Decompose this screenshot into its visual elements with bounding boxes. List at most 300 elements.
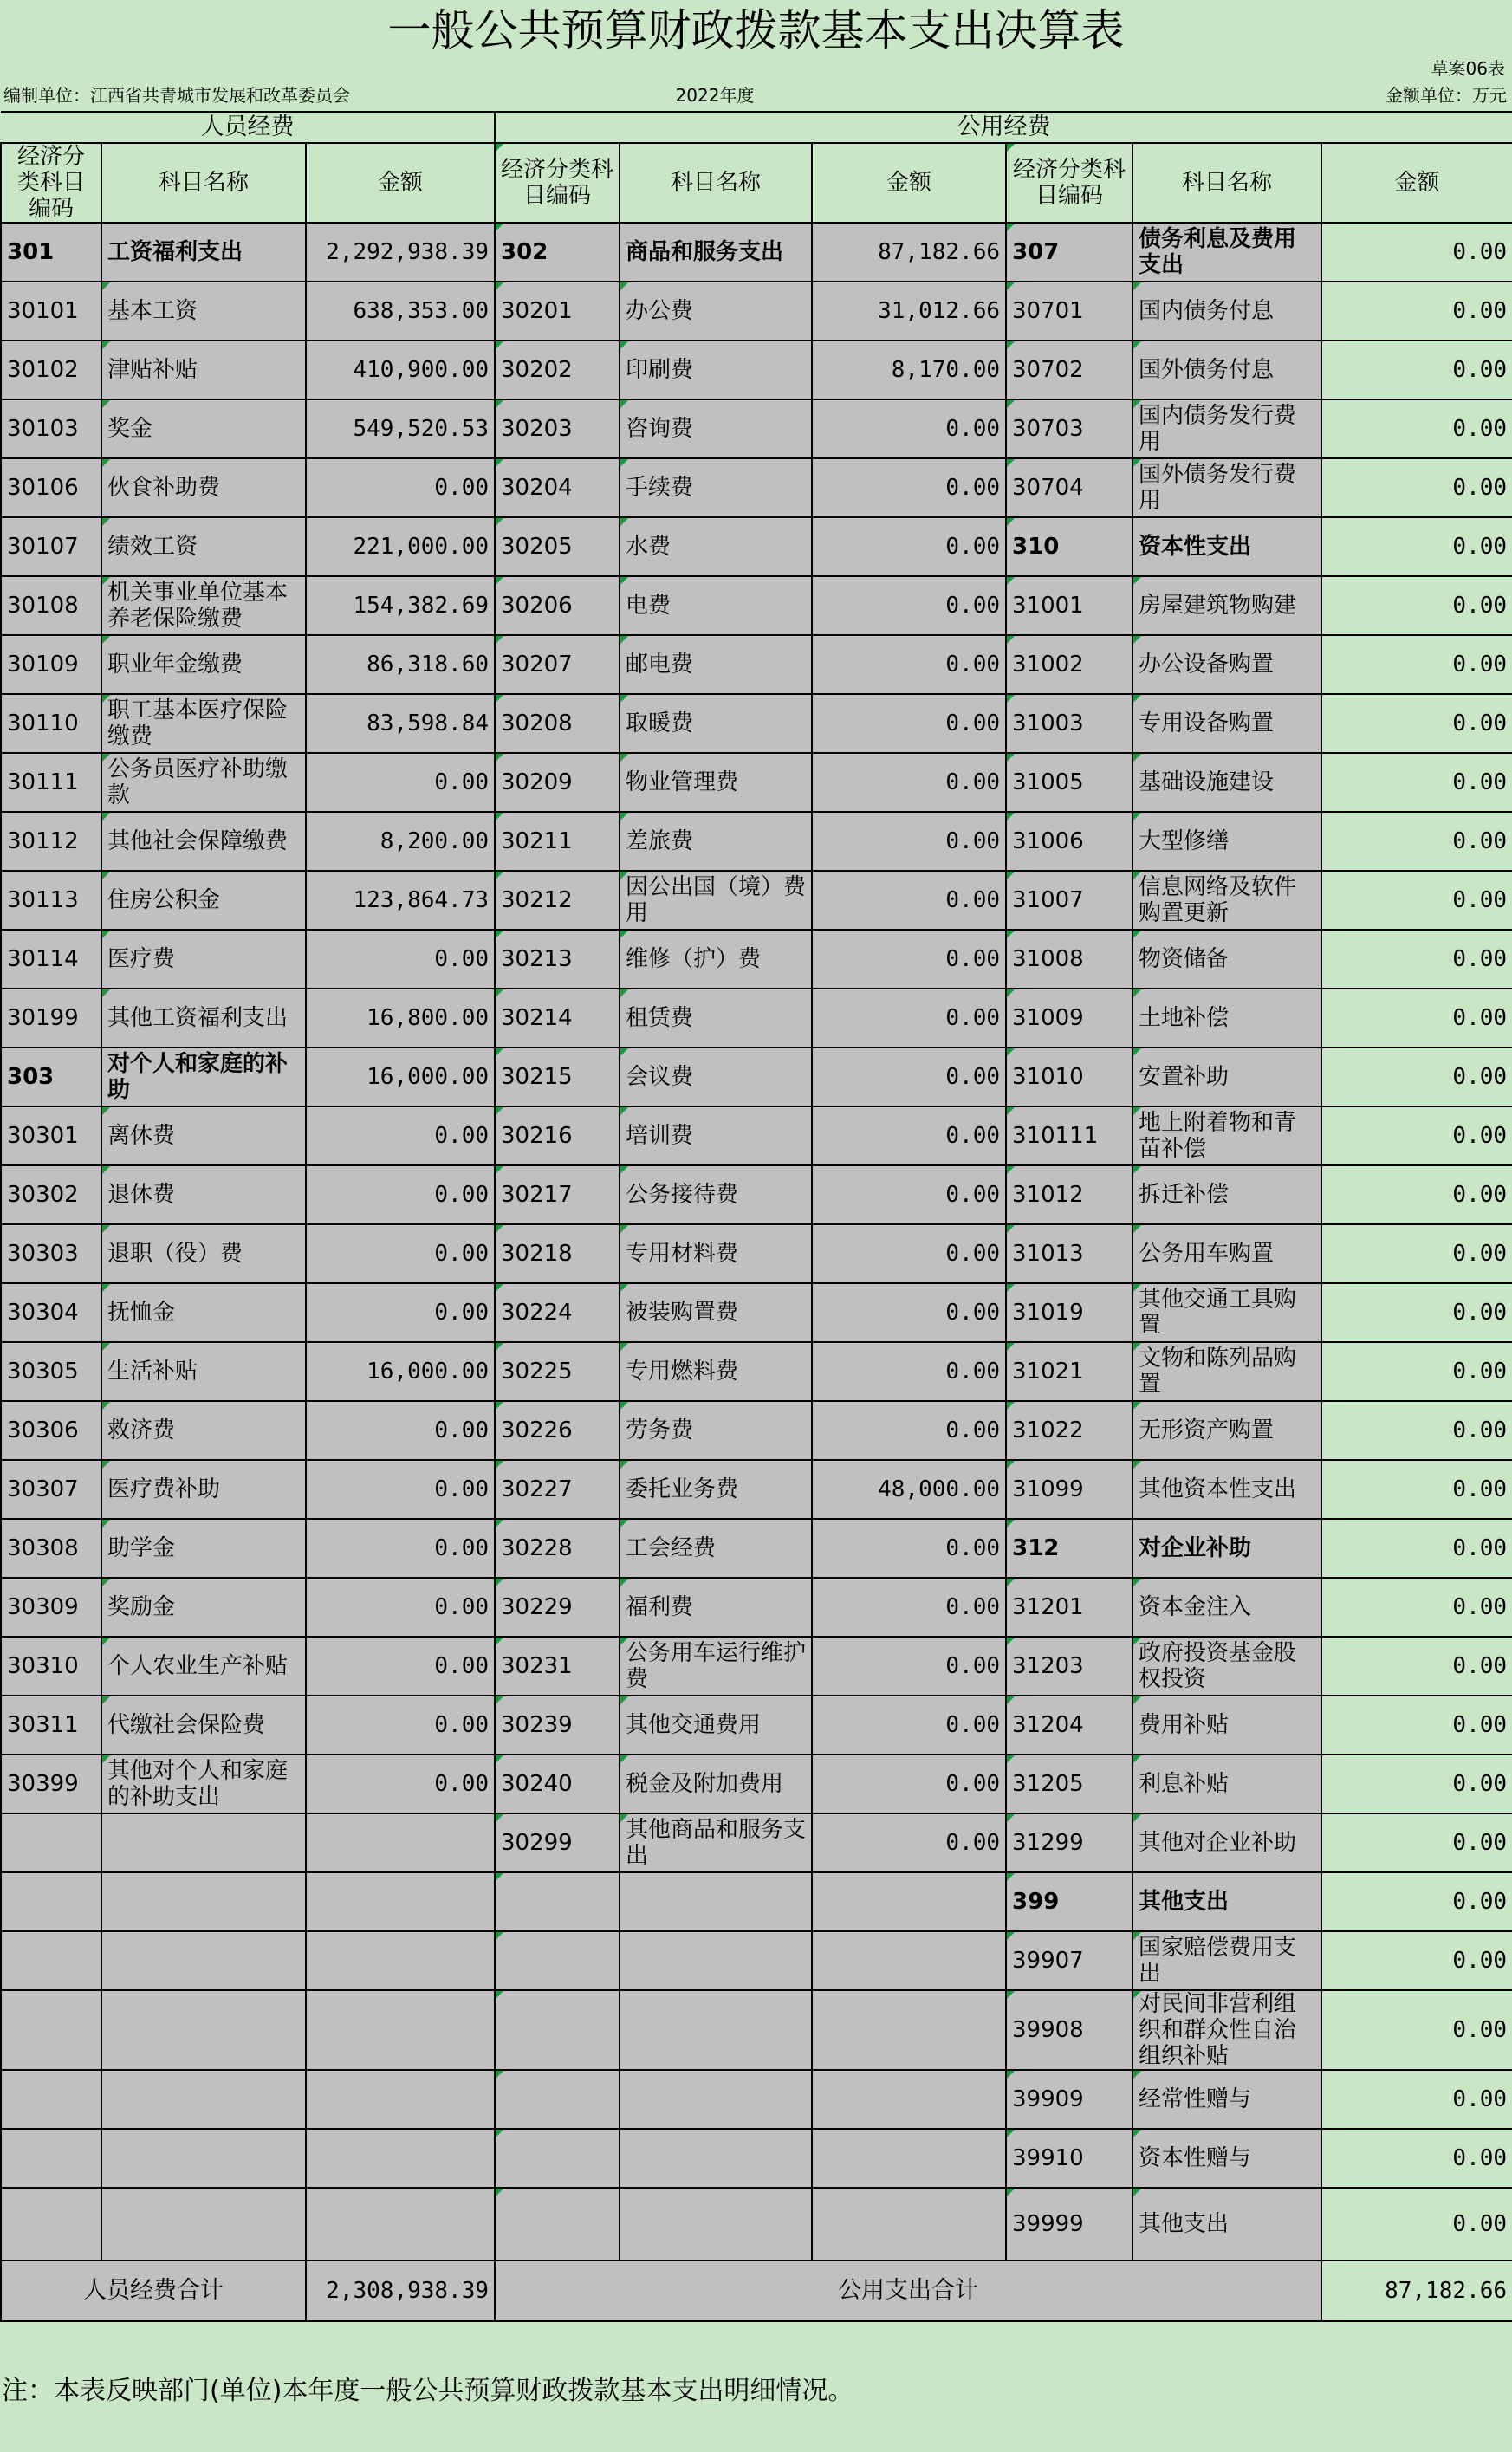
cell-name: 税金及附加费用 — [620, 1755, 812, 1813]
cell-name: 其他对企业补助 — [1132, 1813, 1321, 1872]
cell-amount: 0.00 — [1321, 1519, 1512, 1578]
cell-name — [101, 1931, 306, 1990]
group-personnel: 人员经费 — [1, 112, 495, 143]
header-name: 科目名称 — [1132, 143, 1321, 223]
footnote: 注：本表反映部门(单位)本年度一般公共预算财政拨款基本支出明细情况。 — [2, 2376, 854, 2406]
table-row — [1, 1578, 1512, 1637]
cell-code: 31001 — [1006, 576, 1132, 635]
cell-code — [1, 1990, 101, 2070]
cell-code: 30702 — [1006, 341, 1132, 399]
table-row — [1, 576, 1512, 635]
cell-name: 差旅费 — [620, 812, 812, 871]
cell-amount: 0.00 — [812, 1637, 1006, 1696]
cell-name: 国内债务发行费用 — [1132, 399, 1321, 458]
cell-name: 其他支出 — [1132, 2188, 1321, 2261]
cell-amount: 0.00 — [812, 1165, 1006, 1224]
table-row — [1, 930, 1512, 989]
table-row — [1, 1696, 1512, 1755]
cell-name: 大型修缮 — [1132, 812, 1321, 871]
cell-amount — [306, 1872, 495, 1931]
cell-amount: 638,353.00 — [306, 282, 495, 341]
group-public: 公用经费 — [495, 112, 1512, 143]
table-row — [1, 1931, 1512, 1990]
cell-code: 30309 — [1, 1578, 101, 1637]
cell-name: 离休费 — [101, 1106, 306, 1165]
cell-code: 30226 — [495, 1401, 620, 1460]
cell-code: 30213 — [495, 930, 620, 989]
cell-amount: 0.00 — [812, 1755, 1006, 1813]
cell-code: 31022 — [1006, 1401, 1132, 1460]
table-row — [1, 517, 1512, 576]
cell-code: 30305 — [1, 1342, 101, 1401]
cell-amount: 0.00 — [1321, 1460, 1512, 1519]
fiscal-year: 2022年度 — [675, 85, 755, 106]
cell-code: 30212 — [495, 871, 620, 930]
header-amount: 金额 — [306, 143, 495, 223]
cell-name — [101, 1813, 306, 1872]
cell-amount: 0.00 — [1321, 1106, 1512, 1165]
cell-name: 办公费 — [620, 282, 812, 341]
cell-code: 30207 — [495, 635, 620, 694]
cell-name: 资本金注入 — [1132, 1578, 1321, 1637]
cell-name: 住房公积金 — [101, 871, 306, 930]
cell-name — [101, 2129, 306, 2188]
table-row — [1, 2129, 1512, 2188]
page-title: 一般公共预算财政拨款基本支出决算表 — [387, 5, 1125, 55]
cell-code: 31204 — [1006, 1696, 1132, 1755]
cell-code: 30307 — [1, 1460, 101, 1519]
cell-amount: 0.00 — [306, 1165, 495, 1224]
cell-amount: 0.00 — [306, 458, 495, 517]
cell-amount: 2,292,938.39 — [306, 223, 495, 282]
cell-code: 31205 — [1006, 1755, 1132, 1813]
cell-name: 国家赔偿费用支出 — [1132, 1931, 1321, 1990]
cell-amount: 0.00 — [812, 1224, 1006, 1283]
cell-name: 工会经费 — [620, 1519, 812, 1578]
cell-name: 培训费 — [620, 1106, 812, 1165]
cell-code — [495, 2129, 620, 2188]
header-code: 经济分类科目编码 — [495, 143, 620, 223]
cell-name: 电费 — [620, 576, 812, 635]
cell-code: 30299 — [495, 1813, 620, 1872]
cell-name: 物资储备 — [1132, 930, 1321, 989]
cell-code — [1, 1931, 101, 1990]
cell-name: 无形资产购置 — [1132, 1401, 1321, 1460]
cell-code: 31099 — [1006, 1460, 1132, 1519]
cell-code: 31299 — [1006, 1813, 1132, 1872]
cell-name: 公务用车购置 — [1132, 1224, 1321, 1283]
cell-code — [495, 1931, 620, 1990]
table-row — [1, 2188, 1512, 2261]
cell-amount — [812, 1872, 1006, 1931]
cell-code: 30201 — [495, 282, 620, 341]
cell-amount: 0.00 — [1321, 1342, 1512, 1401]
cell-amount: 0.00 — [812, 753, 1006, 812]
cell-name: 取暖费 — [620, 694, 812, 753]
cell-name — [620, 1990, 812, 2070]
table-row — [1, 989, 1512, 1048]
table-row — [1, 1755, 1512, 1813]
cell-name: 其他对个人和家庭的补助支出 — [101, 1755, 306, 1813]
cell-amount: 0.00 — [306, 1755, 495, 1813]
cell-amount: 0.00 — [812, 1696, 1006, 1755]
cell-name: 退休费 — [101, 1165, 306, 1224]
table-row — [1, 1224, 1512, 1283]
cell-name: 委托业务费 — [620, 1460, 812, 1519]
cell-amount: 0.00 — [1321, 2188, 1512, 2261]
cell-code: 39907 — [1006, 1931, 1132, 1990]
cell-name: 信息网络及软件购置更新 — [1132, 871, 1321, 930]
cell-amount: 0.00 — [1321, 1637, 1512, 1696]
cell-name: 医疗费 — [101, 930, 306, 989]
cell-name: 基本工资 — [101, 282, 306, 341]
cell-amount: 8,170.00 — [812, 341, 1006, 399]
cell-code: 303 — [1, 1048, 101, 1106]
cell-name: 地上附着物和青苗补偿 — [1132, 1106, 1321, 1165]
table-row — [1, 753, 1512, 812]
cell-name: 政府投资基金股权投资 — [1132, 1637, 1321, 1696]
cell-name: 费用补贴 — [1132, 1696, 1321, 1755]
cell-code: 30231 — [495, 1637, 620, 1696]
cell-amount: 0.00 — [812, 576, 1006, 635]
compiling-unit: 编制单位：江西省共青城市发展和改革委员会 — [3, 85, 350, 106]
table-row — [1, 399, 1512, 458]
cell-amount: 0.00 — [812, 812, 1006, 871]
cell-name: 邮电费 — [620, 635, 812, 694]
table-row — [1, 812, 1512, 871]
cell-amount: 0.00 — [1321, 989, 1512, 1048]
cell-name: 对个人和家庭的补助 — [101, 1048, 306, 1106]
header-amount: 金额 — [1321, 143, 1512, 223]
cell-code: 31002 — [1006, 635, 1132, 694]
cell-code: 30108 — [1, 576, 101, 635]
cell-amount — [306, 1990, 495, 2070]
cell-amount: 0.00 — [812, 871, 1006, 930]
cell-code: 30703 — [1006, 399, 1132, 458]
table-row — [1, 341, 1512, 399]
table-row — [1, 282, 1512, 341]
cell-amount: 0.00 — [306, 930, 495, 989]
cell-code: 30228 — [495, 1519, 620, 1578]
cell-name: 其他资本性支出 — [1132, 1460, 1321, 1519]
cell-amount: 0.00 — [1321, 1990, 1512, 2070]
cell-code: 312 — [1006, 1519, 1132, 1578]
cell-amount: 0.00 — [1321, 1813, 1512, 1872]
cell-code: 307 — [1006, 223, 1132, 282]
cell-amount: 0.00 — [1321, 1048, 1512, 1106]
cell-name: 咨询费 — [620, 399, 812, 458]
cell-name: 资本性赠与 — [1132, 2129, 1321, 2188]
cell-code: 30218 — [495, 1224, 620, 1283]
cell-code: 30701 — [1006, 282, 1132, 341]
cell-code — [495, 2070, 620, 2129]
cell-name: 经常性赠与 — [1132, 2070, 1321, 2129]
cell-amount: 0.00 — [306, 1283, 495, 1342]
cell-amount: 0.00 — [812, 399, 1006, 458]
cell-amount: 86,318.60 — [306, 635, 495, 694]
money-unit: 金额单位：万元 — [1385, 85, 1507, 106]
cell-code: 310111 — [1006, 1106, 1132, 1165]
cell-amount: 221,000.00 — [306, 517, 495, 576]
cell-code: 30107 — [1, 517, 101, 576]
cell-name: 其他工资福利支出 — [101, 989, 306, 1048]
cell-name: 专用燃料费 — [620, 1342, 812, 1401]
cell-name: 租赁费 — [620, 989, 812, 1048]
cell-amount: 410,900.00 — [306, 341, 495, 399]
cell-name: 其他商品和服务支出 — [620, 1813, 812, 1872]
cell-code: 30199 — [1, 989, 101, 1048]
cell-amount: 31,012.66 — [812, 282, 1006, 341]
cell-code — [1, 2188, 101, 2261]
cell-code: 31006 — [1006, 812, 1132, 871]
cell-code: 30112 — [1, 812, 101, 871]
cell-amount: 0.00 — [1321, 282, 1512, 341]
cell-amount: 83,598.84 — [306, 694, 495, 753]
cell-code: 30113 — [1, 871, 101, 930]
cell-amount: 549,520.53 — [306, 399, 495, 458]
cell-amount: 0.00 — [1321, 341, 1512, 399]
cell-amount: 87,182.66 — [812, 223, 1006, 282]
cell-code: 30239 — [495, 1696, 620, 1755]
cell-code: 30114 — [1, 930, 101, 989]
cell-name: 医疗费补助 — [101, 1460, 306, 1519]
cell-name: 绩效工资 — [101, 517, 306, 576]
cell-name: 维修（护）费 — [620, 930, 812, 989]
cell-code: 30311 — [1, 1696, 101, 1755]
cell-code: 31203 — [1006, 1637, 1132, 1696]
cell-code: 39908 — [1006, 1990, 1132, 2070]
cell-amount: 0.00 — [812, 458, 1006, 517]
cell-amount: 0.00 — [1321, 1283, 1512, 1342]
cell-amount: 0.00 — [1321, 1401, 1512, 1460]
cell-name: 福利费 — [620, 1578, 812, 1637]
public-total-label: 公用支出合计 — [495, 2261, 1321, 2321]
table-row — [1, 2070, 1512, 2129]
cell-code: 30101 — [1, 282, 101, 341]
cell-amount: 0.00 — [1321, 812, 1512, 871]
cell-name: 利息补贴 — [1132, 1755, 1321, 1813]
cell-code: 30217 — [495, 1165, 620, 1224]
cell-code: 31021 — [1006, 1342, 1132, 1401]
cell-name: 印刷费 — [620, 341, 812, 399]
cell-name: 被装购置费 — [620, 1283, 812, 1342]
cell-amount: 0.00 — [1321, 1931, 1512, 1990]
cell-amount: 0.00 — [812, 635, 1006, 694]
cell-amount — [306, 2070, 495, 2129]
cell-name: 代缴社会保险费 — [101, 1696, 306, 1755]
header-code: 经济分类科目编码 — [1006, 143, 1132, 223]
table-row — [1, 635, 1512, 694]
cell-amount: 123,864.73 — [306, 871, 495, 930]
cell-name: 个人农业生产补贴 — [101, 1637, 306, 1696]
cell-amount: 0.00 — [306, 1637, 495, 1696]
cell-amount: 0.00 — [1321, 399, 1512, 458]
cell-name: 文物和陈列品购置 — [1132, 1342, 1321, 1401]
cell-code: 30110 — [1, 694, 101, 753]
cell-name: 专用材料费 — [620, 1224, 812, 1283]
cell-amount: 0.00 — [1321, 1872, 1512, 1931]
cell-name: 因公出国（境）费用 — [620, 871, 812, 930]
cell-code: 30208 — [495, 694, 620, 753]
cell-amount: 0.00 — [812, 1519, 1006, 1578]
column-header-row — [1, 143, 1512, 223]
cell-name: 专用设备购置 — [1132, 694, 1321, 753]
table-row — [1, 458, 1512, 517]
table-row — [1, 1106, 1512, 1165]
cell-amount: 0.00 — [1321, 223, 1512, 282]
cell-amount: 0.00 — [1321, 635, 1512, 694]
header-name: 科目名称 — [101, 143, 306, 223]
cell-code: 30202 — [495, 341, 620, 399]
cell-code: 31010 — [1006, 1048, 1132, 1106]
cell-code: 30227 — [495, 1460, 620, 1519]
cell-code: 399 — [1006, 1872, 1132, 1931]
cell-code: 30301 — [1, 1106, 101, 1165]
cell-amount — [306, 2129, 495, 2188]
cell-code: 30704 — [1006, 458, 1132, 517]
cell-code — [1, 2129, 101, 2188]
cell-amount — [812, 2129, 1006, 2188]
cell-code: 30215 — [495, 1048, 620, 1106]
cell-code — [495, 1872, 620, 1931]
cell-code: 30103 — [1, 399, 101, 458]
cell-code: 30240 — [495, 1755, 620, 1813]
expenditure-table — [0, 111, 1512, 2322]
cell-code — [495, 2188, 620, 2261]
cell-name: 其他交通工具购置 — [1132, 1283, 1321, 1342]
cell-amount: 8,200.00 — [306, 812, 495, 871]
table-row — [1, 1872, 1512, 1931]
cell-amount: 0.00 — [306, 753, 495, 812]
cell-code: 301 — [1, 223, 101, 282]
cell-code: 31007 — [1006, 871, 1132, 930]
cell-name: 其他支出 — [1132, 1872, 1321, 1931]
table-row — [1, 694, 1512, 753]
totals-row — [1, 2261, 1512, 2321]
cell-amount: 0.00 — [1321, 2070, 1512, 2129]
cell-amount: 0.00 — [812, 989, 1006, 1048]
cell-code: 39909 — [1006, 2070, 1132, 2129]
public-total-amount: 87,182.66 — [1321, 2261, 1512, 2321]
cell-amount: 0.00 — [1321, 2129, 1512, 2188]
cell-amount: 0.00 — [306, 1460, 495, 1519]
cell-code: 31008 — [1006, 930, 1132, 989]
cell-code: 30306 — [1, 1401, 101, 1460]
cell-amount: 0.00 — [306, 1578, 495, 1637]
cell-amount: 0.00 — [812, 694, 1006, 753]
cell-name — [620, 1931, 812, 1990]
cell-amount: 0.00 — [1321, 1224, 1512, 1283]
cell-amount: 0.00 — [812, 1813, 1006, 1872]
cell-amount — [812, 1931, 1006, 1990]
cell-name: 公务用车运行维护费 — [620, 1637, 812, 1696]
cell-amount: 0.00 — [306, 1519, 495, 1578]
cell-amount: 0.00 — [812, 1283, 1006, 1342]
cell-code: 30225 — [495, 1342, 620, 1401]
cell-name: 公务员医疗补助缴款 — [101, 753, 306, 812]
cell-amount: 0.00 — [1321, 1578, 1512, 1637]
cell-code: 31201 — [1006, 1578, 1132, 1637]
table-row — [1, 1460, 1512, 1519]
cell-amount — [306, 1813, 495, 1872]
cell-name: 生活补贴 — [101, 1342, 306, 1401]
cell-name: 物业管理费 — [620, 753, 812, 812]
table-row — [1, 223, 1512, 282]
cell-name: 工资福利支出 — [101, 223, 306, 282]
cell-code — [1, 1813, 101, 1872]
cell-code: 30229 — [495, 1578, 620, 1637]
info-line — [0, 81, 1512, 109]
cell-code: 39910 — [1006, 2129, 1132, 2188]
personnel-total-label: 人员经费合计 — [1, 2261, 306, 2321]
table-row — [1, 1342, 1512, 1401]
cell-code: 30204 — [495, 458, 620, 517]
cell-code: 302 — [495, 223, 620, 282]
cell-amount: 16,800.00 — [306, 989, 495, 1048]
cell-name: 土地补偿 — [1132, 989, 1321, 1048]
cell-amount: 0.00 — [812, 930, 1006, 989]
cell-name — [620, 2129, 812, 2188]
cell-code: 30211 — [495, 812, 620, 871]
table-row — [1, 1519, 1512, 1578]
cell-name: 抚恤金 — [101, 1283, 306, 1342]
cell-code: 30304 — [1, 1283, 101, 1342]
cell-name: 商品和服务支出 — [620, 223, 812, 282]
cell-code: 30203 — [495, 399, 620, 458]
cell-amount — [812, 2070, 1006, 2129]
cell-name: 公务接待费 — [620, 1165, 812, 1224]
header-code: 经济分类科目编码 — [1, 143, 101, 223]
cell-name — [620, 2070, 812, 2129]
cell-name — [101, 1990, 306, 2070]
cell-name: 水费 — [620, 517, 812, 576]
cell-amount: 0.00 — [306, 1401, 495, 1460]
cell-name — [620, 2188, 812, 2261]
cell-amount: 48,000.00 — [812, 1460, 1006, 1519]
cell-name: 助学金 — [101, 1519, 306, 1578]
cell-code: 39999 — [1006, 2188, 1132, 2261]
cell-name: 奖金 — [101, 399, 306, 458]
cell-code: 31013 — [1006, 1224, 1132, 1283]
cell-name: 职业年金缴费 — [101, 635, 306, 694]
cell-name: 手续费 — [620, 458, 812, 517]
cell-amount: 0.00 — [812, 517, 1006, 576]
cell-amount — [306, 1931, 495, 1990]
cell-amount — [306, 2188, 495, 2261]
header-name: 科目名称 — [620, 143, 812, 223]
cell-name: 其他社会保障缴费 — [101, 812, 306, 871]
cell-name: 对企业补助 — [1132, 1519, 1321, 1578]
personnel-total-amount: 2,308,938.39 — [306, 2261, 495, 2321]
table-row — [1, 1990, 1512, 2070]
table-row — [1, 1813, 1512, 1872]
cell-code: 30102 — [1, 341, 101, 399]
group-header-row — [1, 112, 1512, 143]
cell-amount: 0.00 — [306, 1224, 495, 1283]
cell-code: 31009 — [1006, 989, 1132, 1048]
cell-amount: 0.00 — [1321, 753, 1512, 812]
cell-code: 30205 — [495, 517, 620, 576]
cell-amount: 0.00 — [1321, 930, 1512, 989]
cell-amount: 0.00 — [306, 1106, 495, 1165]
cell-name: 债务利息及费用支出 — [1132, 223, 1321, 282]
cell-amount — [812, 2188, 1006, 2261]
cell-amount: 0.00 — [812, 1342, 1006, 1401]
cell-amount: 0.00 — [812, 1106, 1006, 1165]
cell-name: 退职（役）费 — [101, 1224, 306, 1283]
cell-amount: 16,000.00 — [306, 1048, 495, 1106]
cell-code: 31019 — [1006, 1283, 1132, 1342]
